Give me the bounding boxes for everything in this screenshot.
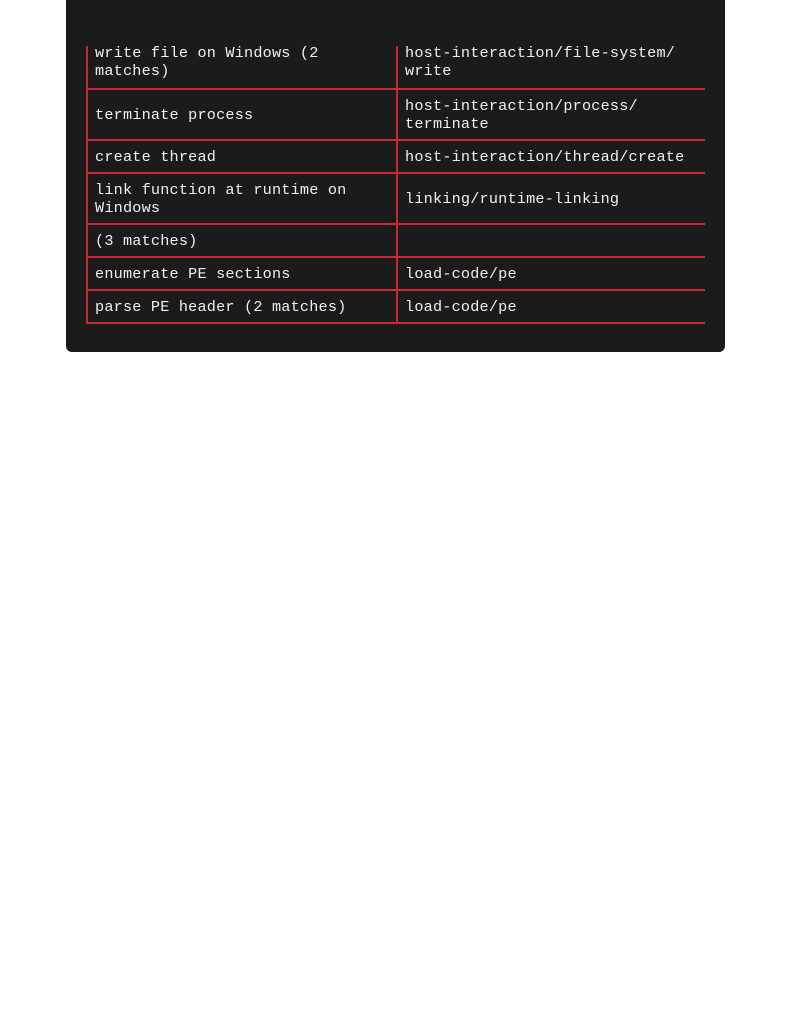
capability-cell: write file on Windows (2 matches) [87, 46, 397, 89]
namespace-cell: host-interaction/file-system/ write [397, 46, 705, 89]
table-row [87, 224, 705, 257]
capability-cell: link function at runtime on Windows [87, 173, 397, 224]
capability-cell: enumerate PE sections [87, 257, 397, 290]
capability-cell: create thread [87, 140, 397, 173]
table-row [87, 89, 705, 140]
namespace-cell: host-interaction/process/ terminate [397, 89, 705, 140]
table-row [87, 257, 705, 290]
namespace-cell [397, 224, 705, 257]
namespace-cell: load-code/pe [397, 257, 705, 290]
capability-cell: terminate process [87, 89, 397, 140]
namespace-cell: host-interaction/thread/create [397, 140, 705, 173]
capability-cell: (3 matches) [87, 224, 397, 257]
table-row [87, 140, 705, 173]
capabilities-table [86, 46, 705, 324]
namespace-cell: load-code/pe [397, 290, 705, 323]
namespace-cell: linking/runtime-linking [397, 173, 705, 224]
capability-cell: parse PE header (2 matches) [87, 290, 397, 323]
table-row [87, 46, 705, 89]
table-row [87, 290, 705, 323]
capabilities-table-viewport [86, 46, 705, 332]
table-row [87, 173, 705, 224]
code-output-panel [66, 0, 725, 352]
